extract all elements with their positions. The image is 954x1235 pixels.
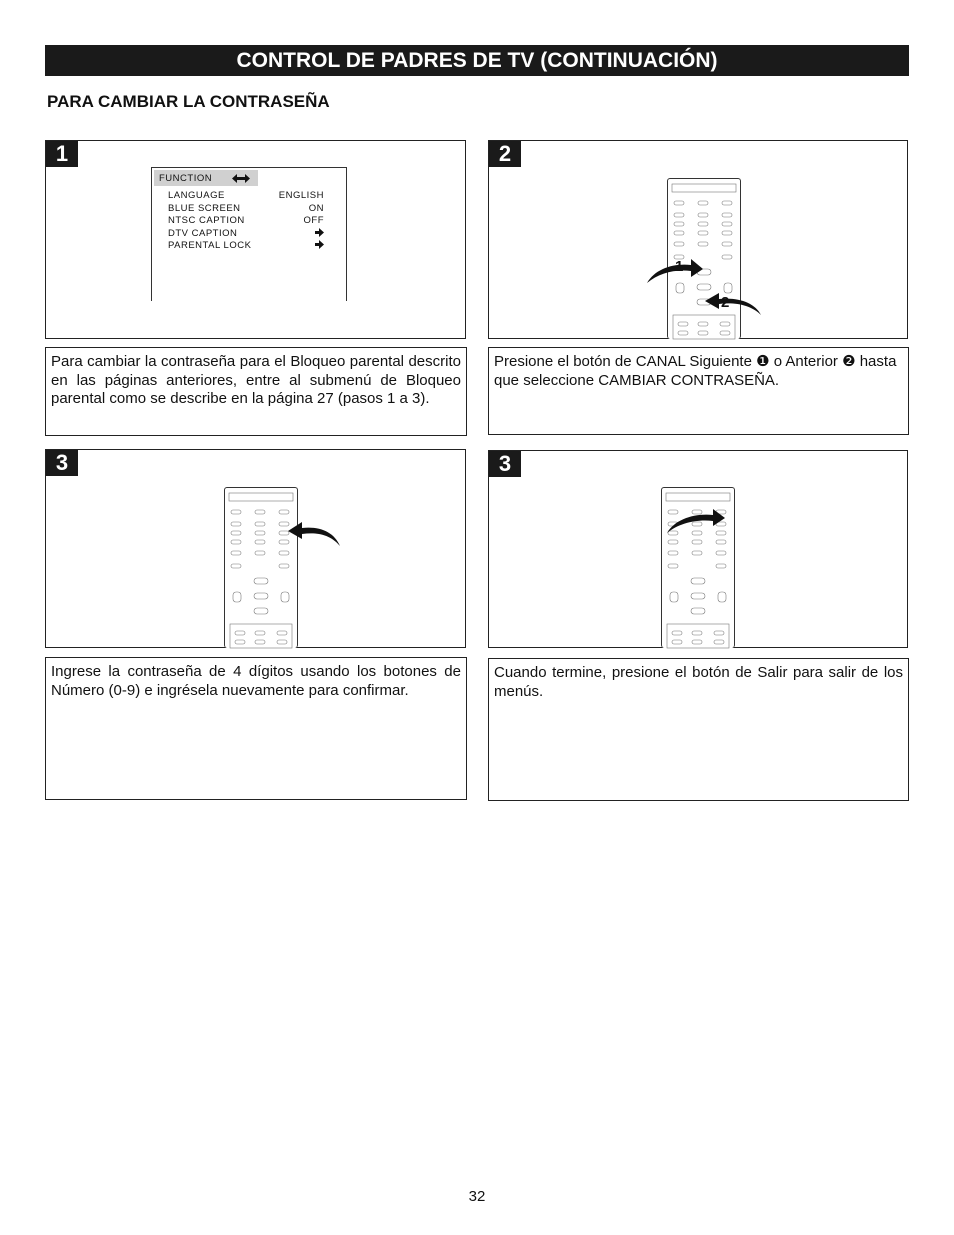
step1-instructions: Para cambiar la contraseña para el Bloqueo parental descrito en las páginas anteriores, entre al submenú de Bloqueo parental como se describe en la página 27 (pasos 1 a 3).: [45, 347, 467, 436]
step3b-image-panel: [488, 450, 908, 648]
arrow-right-icon: [315, 228, 324, 237]
callout-number-2: 2: [721, 294, 730, 311]
remote-control-illustration: [224, 487, 298, 648]
step3-image-panel: [45, 449, 466, 648]
remote-buttons: [225, 488, 297, 648]
left-right-arrows-icon: [232, 174, 250, 183]
page-title-banner: [45, 45, 909, 76]
page-number: 32: [468, 1188, 486, 1205]
step2-instructions: Presione el botón de CANAL Siguiente ❶ o Anterior ❷ hasta que seleccione CAMBIAR CONTRASEÑA.: [488, 347, 909, 435]
step3-instructions: Ingrese la contraseña de 4 dígitos usando los botones de Número (0-9) e ingrésela nuevamente para confirmar.: [45, 657, 467, 800]
arrow-right-icon: [315, 240, 324, 249]
callout-number-1: 1: [675, 258, 684, 275]
step2-badge: 2: [489, 141, 521, 167]
curved-arrow-ch-down-icon: [703, 291, 763, 317]
menu-header-label: FUNCTION: [159, 173, 213, 184]
curved-arrow-number-buttons-icon: [286, 520, 342, 548]
function-menu-screen: FUNCTION LANGUAGE ENGLISH BLUE SCREEN ON NTSC CAPTION OFF DTV CAPTION PARENTAL LOCK: [151, 167, 347, 301]
step3-badge: 3: [46, 450, 78, 476]
step3b-instructions: Cuando termine, presione el botón de Salir para salir de los menús.: [488, 658, 909, 801]
page-title: CONTROL DE PADRES DE TV (CONTINUACIÓN): [236, 49, 718, 72]
step3b-badge: 3: [489, 451, 521, 477]
step1-image-panel: [45, 140, 466, 339]
menu-header: [154, 170, 258, 186]
step1-badge: 1: [46, 141, 78, 167]
curved-arrow-exit-button-icon: [665, 505, 727, 535]
section-title: PARA CAMBIAR LA CONTRASEÑA: [47, 92, 330, 111]
step2-image-panel: [488, 140, 908, 339]
